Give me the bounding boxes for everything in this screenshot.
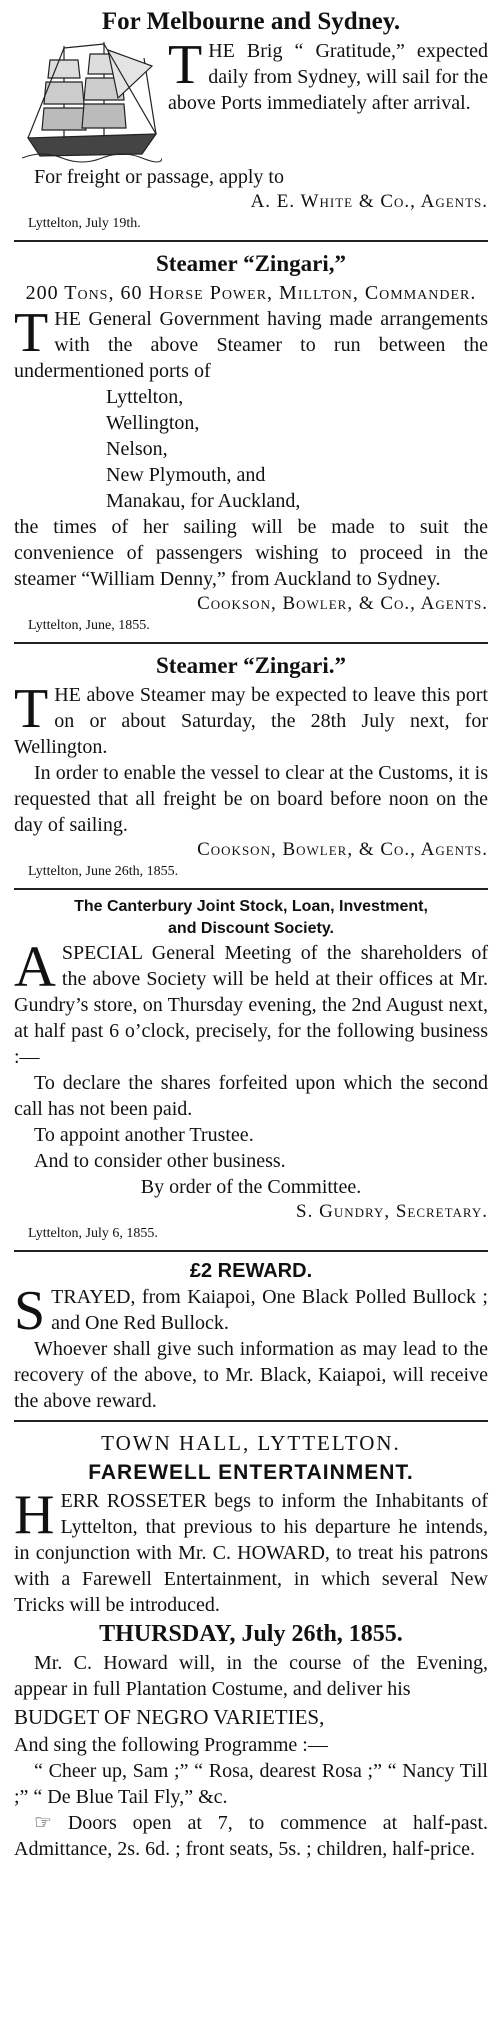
divider bbox=[14, 240, 488, 242]
ad4-order: By order of the Committee. bbox=[140, 1176, 362, 1198]
port-item: New Plymouth, and bbox=[106, 464, 266, 486]
divider bbox=[14, 1420, 488, 1422]
ad2-ports bbox=[14, 384, 488, 514]
pointing-hand-icon: ☞ bbox=[34, 1812, 52, 1834]
ad2-agent: Cookson, Bowler, & Co., Agents. bbox=[197, 593, 488, 614]
ad-zingari-2 bbox=[14, 650, 488, 882]
ad1-title: For Melbourne and Sydney. bbox=[101, 8, 401, 35]
ad1-agent: A. E. White & Co., Agents. bbox=[250, 191, 488, 212]
ad4-title-line1: The Canterbury Joint Stock, Loan, Investment, bbox=[74, 898, 428, 915]
ad1-body: HE Brig “ Gratitude,” expected daily from Sydney, will sail for the above Ports immediately after arrival. bbox=[168, 40, 488, 114]
divider bbox=[14, 1250, 488, 1252]
ad2-date: Lyttelton, June, 1855. bbox=[28, 618, 150, 633]
ad5-body2: Whoever shall give such information as may lead to the recovery of the above, to Mr. Black, Kaiapoi, will receive the above reward. bbox=[14, 1338, 488, 1412]
ad4-date: Lyttelton, July 6, 1855. bbox=[28, 1226, 158, 1241]
ad6-programme-intro: And sing the following Programme :— bbox=[14, 1734, 328, 1756]
ad3-title: Steamer “Zingari.” bbox=[156, 653, 346, 678]
ad2-subtitle: 200 Tons, 60 Horse Power, Millton, Commander. bbox=[25, 282, 477, 304]
port-item: Manakau, for Auckland, bbox=[106, 490, 301, 512]
ad1-date: Lyttelton, July 19th. bbox=[28, 216, 141, 231]
ad6-programme: “ Cheer up, Sam ;” “ Rosa, dearest Rosa ;” “ Nancy Till ;” “ De Blue Tail Fly,” &c. bbox=[14, 1760, 488, 1808]
ad4-body: SPECIAL General Meeting of the shareholders of the above Society will be held at their offices at Mr. Gundry’s store, on Thursday evening, the 2nd August next, at half past 6 o’clock, precisely, for the following business :— bbox=[14, 942, 488, 1068]
ship-illustration bbox=[22, 38, 162, 164]
ad5-body: TRAYED, from Kaiapoi, One Black Polled Bullock ; and One Red Bullock. bbox=[51, 1286, 488, 1334]
ad2-dropcap: T bbox=[14, 302, 49, 364]
port-item: Lyttelton, bbox=[106, 386, 184, 408]
ad-canterbury-society bbox=[14, 896, 488, 1244]
port-item: Wellington, bbox=[106, 412, 200, 434]
ad3-dropcap: T bbox=[14, 678, 49, 740]
ad6-budget: BUDGET OF NEGRO VARIETIES, bbox=[14, 1705, 325, 1729]
ad-zingari-1 bbox=[14, 248, 488, 636]
ad6-date-heading: THURSDAY, July 26th, 1855. bbox=[99, 1621, 403, 1647]
ad6-body2: Mr. C. Howard will, in the course of the Evening, appear in full Plantation Costume, and deliver his bbox=[14, 1652, 488, 1700]
ad2-body: the times of her sailing will be made to suit the convenience of passengers wishing to proceed in the steamer “William Denny,” from Auckland to Sydney. bbox=[14, 516, 488, 590]
ad4-secretary: S. Gundry, Secretary. bbox=[296, 1201, 488, 1222]
ad3-body2: In order to enable the vessel to clear at the Customs, it is requested that all freight be on board before noon on the day of sailing. bbox=[14, 762, 488, 836]
ad6-doors: Doors open at 7, to commence at half-past. Admittance, 2s. 6d. ; front seats, 5s. ; children, half-price. bbox=[14, 1812, 489, 1860]
ad3-date: Lyttelton, June 26th, 1855. bbox=[28, 864, 179, 879]
port-item: Nelson, bbox=[106, 438, 168, 460]
ad1-dropcap: T bbox=[168, 34, 203, 96]
ad-melbourne-sydney bbox=[14, 6, 488, 234]
ad-farewell-entertainment bbox=[14, 1428, 488, 1862]
ad3-agent: Cookson, Bowler, & Co., Agents. bbox=[197, 839, 488, 860]
ad6-doors-notice bbox=[14, 1810, 488, 1862]
ad4-title-line2: and Discount Society. bbox=[168, 920, 334, 937]
ad3-body: HE above Steamer may be expected to leave this port on or about Saturday, the 28th July next, for Wellington. bbox=[14, 684, 488, 758]
ad6-dropcap: H bbox=[14, 1484, 55, 1546]
divider bbox=[14, 642, 488, 644]
ad5-dropcap: S bbox=[14, 1280, 46, 1342]
ad4-item: And to consider other business. bbox=[34, 1150, 286, 1172]
ad5-title: £2 REWARD. bbox=[189, 1260, 313, 1282]
divider bbox=[14, 888, 488, 890]
ad6-venue: TOWN HALL, LYTTELTON. bbox=[101, 1431, 401, 1455]
ad4-item: To appoint another Trustee. bbox=[34, 1124, 254, 1146]
ad4-dropcap: A bbox=[14, 934, 56, 999]
ad2-intro: HE General Government having made arrangements with the above Steamer to run between the undermentioned ports of bbox=[14, 308, 488, 382]
ad4-item: To declare the shares forfeited upon which the second call has not been paid. bbox=[14, 1072, 488, 1120]
ad-reward bbox=[14, 1258, 488, 1414]
ad2-title: Steamer “Zingari,” bbox=[156, 251, 346, 276]
ad6-title: FAREWELL ENTERTAINMENT. bbox=[88, 1461, 414, 1484]
ad6-body: ERR ROSSETER begs to inform the Inhabitants of Lyttelton, that previous to his departure he intends, in conjunction with Mr. C. HOWARD, to treat his patrons with a Farewell Entertainment, in which several New Tricks will be introduced. bbox=[14, 1490, 488, 1616]
ad1-freight: For freight or passage, apply to bbox=[34, 166, 284, 188]
